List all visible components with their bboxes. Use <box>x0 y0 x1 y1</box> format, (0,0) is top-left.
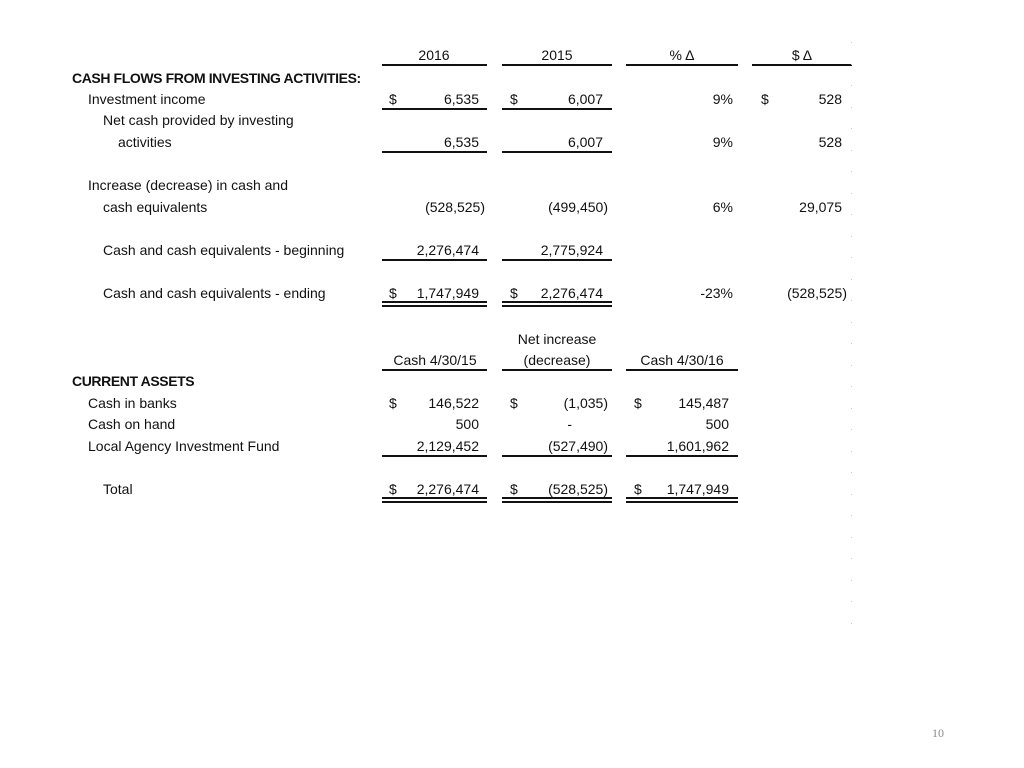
row-label-cash-on-hand: Cash on hand <box>88 416 176 432</box>
page-number: 10 <box>932 726 944 740</box>
value-2016: (528,525) <box>425 199 485 215</box>
artifact-dot <box>851 494 852 495</box>
value-2015: 2,276,474 <box>540 285 603 301</box>
header-cash-2016: Cash 4/30/16 <box>640 352 724 368</box>
header-rule <box>626 369 738 371</box>
subtotal-rule <box>502 259 612 261</box>
currency-symbol: $ <box>389 91 397 107</box>
artifact-dot <box>851 408 852 409</box>
artifact-dot <box>851 558 852 559</box>
subtotal-rule <box>502 455 612 457</box>
header-rule <box>382 369 487 371</box>
value-2015: 6,007 <box>567 91 603 107</box>
subtotal-rule <box>382 108 487 110</box>
value-net-change: (527,490) <box>548 438 608 454</box>
header-net-increase-line1: Net increase <box>517 331 597 347</box>
artifact-dot <box>851 214 852 215</box>
artifact-dot <box>851 300 852 301</box>
header-rule <box>626 64 738 66</box>
row-label-net-cash-line1: Net cash provided by investing <box>103 112 294 128</box>
subtotal-rule <box>626 455 738 457</box>
value-cash-2016: 1,747,949 <box>666 481 729 497</box>
subtotal-rule <box>382 151 487 153</box>
header-dollar-change: $ Δ <box>791 47 813 63</box>
total-double-rule <box>502 301 612 307</box>
value-cash-2016: 145,487 <box>678 395 729 411</box>
header-rule <box>752 64 852 66</box>
value-2015: 2,775,924 <box>540 242 603 258</box>
currency-symbol: $ <box>510 395 518 411</box>
value-2016: 6,535 <box>443 134 479 150</box>
artifact-dot <box>851 472 852 473</box>
currency-symbol: $ <box>634 481 642 497</box>
subtotal-rule <box>382 259 487 261</box>
row-label-total: Total <box>103 481 133 497</box>
value-net-change: (1,035) <box>563 395 608 411</box>
artifact-dot <box>851 257 852 258</box>
value-2016: 1,747,949 <box>416 285 479 301</box>
value-2016: 2,276,474 <box>416 242 479 258</box>
artifact-dot <box>851 537 852 538</box>
header-2015: 2015 <box>541 47 573 63</box>
artifact-dot <box>851 580 852 581</box>
row-label-increase-line2: cash equivalents <box>103 199 208 215</box>
row-label-ending: Cash and cash equivalents - ending <box>103 285 326 301</box>
row-label-net-cash-line2: activities <box>118 134 172 150</box>
header-pct-change: % Δ <box>669 47 695 63</box>
total-double-rule <box>626 497 738 503</box>
row-label-beginning: Cash and cash equivalents - beginning <box>103 242 345 258</box>
row-label-laif: Local Agency Investment Fund <box>88 438 280 454</box>
subtotal-rule <box>502 108 612 110</box>
value-2015: (499,450) <box>548 199 608 215</box>
value-pct-change: 9% <box>712 134 733 150</box>
value-2016: 6,535 <box>443 91 479 107</box>
section-title-current-assets: CURRENT ASSETS <box>72 373 195 389</box>
currency-symbol: $ <box>389 285 397 301</box>
value-pct-change: -23% <box>700 285 733 301</box>
header-2016: 2016 <box>418 47 450 63</box>
row-label-cash-in-banks: Cash in banks <box>88 395 177 411</box>
total-double-rule <box>502 497 612 503</box>
value-dollar-change: (528,525) <box>787 285 847 301</box>
artifact-dot <box>851 601 852 602</box>
header-net-increase-line2: (decrease) <box>523 352 591 368</box>
currency-symbol: $ <box>761 91 769 107</box>
value-cash-2015: 2,276,474 <box>416 481 479 497</box>
value-net-change: - <box>567 416 572 432</box>
artifact-dot <box>851 236 852 237</box>
value-cash-2016: 1,601,962 <box>666 438 729 454</box>
value-dollar-change: 29,075 <box>799 199 842 215</box>
artifact-dot <box>851 515 852 516</box>
artifact-dot <box>851 451 852 452</box>
row-label-investment-income: Investment income <box>88 91 206 107</box>
currency-symbol: $ <box>634 395 642 411</box>
artifact-dot <box>851 128 852 129</box>
value-net-change: (528,525) <box>548 481 608 497</box>
artifact-dot <box>851 429 852 430</box>
artifact-dot <box>851 193 852 194</box>
header-rule <box>502 369 612 371</box>
subtotal-rule <box>502 151 612 153</box>
section-title-investing: CASH FLOWS FROM INVESTING ACTIVITIES: <box>72 70 361 86</box>
header-cash-2015: Cash 4/30/15 <box>393 352 477 368</box>
row-label-increase-line1: Increase (decrease) in cash and <box>88 177 288 193</box>
header-rule <box>382 64 487 66</box>
value-pct-change: 9% <box>712 91 733 107</box>
value-2015: 6,007 <box>567 134 603 150</box>
value-cash-2016: 500 <box>705 416 729 432</box>
artifact-dot <box>851 386 852 387</box>
artifact-dot <box>851 85 852 86</box>
artifact-dot <box>851 42 852 43</box>
currency-symbol: $ <box>510 481 518 497</box>
artifact-dot <box>851 365 852 366</box>
value-pct-change: 6% <box>712 199 733 215</box>
artifact-dot <box>851 64 852 65</box>
value-cash-2015: 2,129,452 <box>416 438 479 454</box>
value-cash-2015: 500 <box>455 416 479 432</box>
header-rule <box>502 64 612 66</box>
artifact-dot <box>851 623 852 624</box>
subtotal-rule <box>382 455 487 457</box>
value-cash-2015: 146,522 <box>428 395 479 411</box>
value-dollar-change: 528 <box>818 91 842 107</box>
total-double-rule <box>382 301 487 307</box>
value-dollar-change: 528 <box>818 134 842 150</box>
currency-symbol: $ <box>510 91 518 107</box>
currency-symbol: $ <box>510 285 518 301</box>
artifact-dot <box>851 107 852 108</box>
artifact-dot <box>851 343 852 344</box>
currency-symbol: $ <box>389 481 397 497</box>
artifact-dot <box>851 150 852 151</box>
artifact-dot <box>851 322 852 323</box>
artifact-dot <box>851 171 852 172</box>
currency-symbol: $ <box>389 395 397 411</box>
total-double-rule <box>382 497 487 503</box>
artifact-dot <box>851 279 852 280</box>
